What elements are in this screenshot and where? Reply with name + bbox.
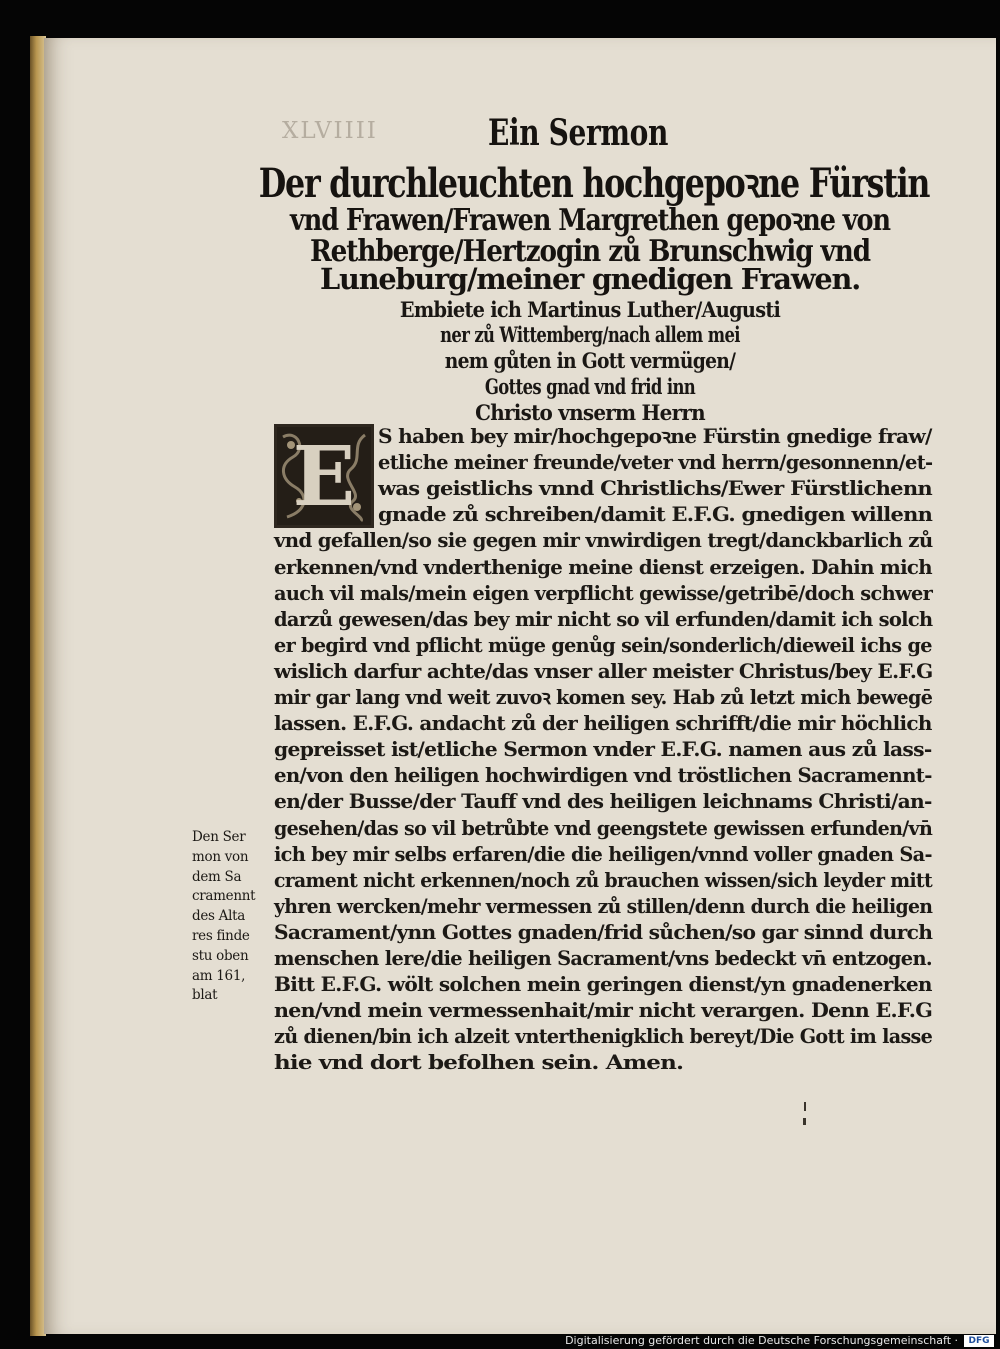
initial-glyph: E [292, 429, 356, 525]
body-line: nen/vnd mein vermessenhait/mir nicht verargen. Denn E.F.G [274, 998, 933, 1023]
marginal-note-line: blat [192, 987, 218, 1004]
body-line: gepreisset ist/etliche Sermon vnder E.F.G. namen aus zů lass- [274, 737, 932, 762]
ink-speck [804, 1102, 806, 1111]
body-line: auch vil mals/mein eigen verpflicht gewisse/getribē/doch schwer [274, 580, 933, 605]
body-line: etliche meiner freunde/veter vnd herrn/gesonnenn/et- [378, 450, 933, 475]
body-line: wislich darfur achte/das vnser aller meister Christus/bey E.F.G [274, 658, 933, 683]
title-line-1: Ein Sermon [488, 112, 668, 154]
title-line-3: vnd Frawen/Frawen Margrethen gepoꝛne von [289, 203, 891, 238]
ink-speck [803, 1118, 806, 1125]
marginal-note-line: des Alta [192, 908, 245, 925]
greeting-line-5: Christo vnserm Herrn [475, 400, 705, 425]
greeting-line-2: ner zů Wittemberg/nach allem mei [440, 322, 740, 347]
title-line-5: Luneburg/meiner gnedigen Frawen. [319, 262, 861, 296]
title-line-2: Der durchleuchten hochgepoꝛne Fürstin [258, 160, 930, 207]
body-line: mir gar lang vnd weit zuvoꝛ komen sey. Hab zů letzt mich bewegē [274, 685, 933, 709]
marginal-note-line: am 161, [192, 967, 246, 984]
body-line: darzů gewesen/das bey mir nicht so vil erfunden/damit ich solch [274, 606, 933, 631]
dfg-logo-icon: DFG [964, 1335, 994, 1347]
body-line: zů dienen/bin ich alzeit vnterthenigklich bereyt/Die Gott im lasse [274, 1024, 933, 1049]
marginal-note [192, 828, 274, 1006]
body-line: lassen. E.F.G. andacht zů der heiligen schrifft/die mir höchlich [274, 711, 932, 736]
body-line: gesehen/das so vil betrůbte vnd geengstete gewissen erfunden/vn̄ [274, 815, 933, 840]
funding-notice: Digitalisierung gefördert durch die Deutsche Forschungsgemeinschaft · [565, 1334, 958, 1347]
footer-bar [0, 1334, 1000, 1349]
greeting-line-4: Gottes gnad vnd frid inn [484, 374, 696, 399]
greeting-line-3: nem gůten in Gott vermügen/ [444, 348, 736, 373]
marginal-note-line: cramennt [192, 888, 256, 905]
body-line: er begird vnd pflicht müge genůg sein/sonderlich/dieweil ichs ge [274, 632, 932, 657]
body-line: was geistlichs vnnd Christlichs/Ewer Fürstlichenn [378, 476, 932, 501]
greeting-line-1: Embiete ich Martinus Luther/Augusti [399, 297, 781, 322]
body-line: en/der Busse/der Tauff vnd des heiligen leichnams Christi/an- [274, 789, 932, 814]
body-line: hie vnd dort befolhen sein. Amen. [274, 1050, 684, 1075]
body-line: en/von den heiligen hochwirdigen vnd tröstlichen Sacramennt- [274, 763, 932, 788]
marginal-note-line: res finde [192, 927, 250, 944]
body-line: gnade zů schreiben/damit E.F.G. gnedigen willenn [378, 502, 933, 527]
marginal-note-line: mon von [192, 848, 249, 865]
title-line-4: Rethberge/Hertzogin zů Brunschwig vnd [309, 234, 871, 269]
body-line: Sacrament/ynn Gottes gnaden/frid sůchen/so gar sinnd durch [274, 919, 933, 944]
decorated-initial [274, 424, 374, 528]
body-line: Bitt E.F.G. wölt solchen mein geringen dienst/yn gnadenerken [274, 972, 932, 997]
marginal-note-line: dem Sa [192, 868, 242, 885]
marginal-note-line: Den Ser [192, 829, 246, 845]
body-line: vnd gefallen/so sie gegen mir vnwirdigen tregt/danckbarlich zů [274, 528, 933, 553]
bleed-through-page-number: XLVIIII [282, 118, 378, 144]
body-line: ich bey mir selbs erfaren/die die heiligen/vnnd voller gnaden Sa- [274, 841, 932, 866]
body-line: yhren wercken/mehr vermessen zů stillen/denn durch die heiligen [274, 893, 933, 918]
body-line: menschen lere/die heiligen Sacrament/vns bedeckt vn̄ entzogen. [274, 946, 932, 970]
body-line: erkennen/vnd vnderthenige meine dienst erzeigen. Dahin mich [274, 554, 932, 579]
body-line: S haben bey mir/hochgepoꝛne Fürstin gnedige fraw/ [378, 424, 932, 448]
body-line: crament nicht erkennen/noch zů brauchen wissen/sich leyder mitt [274, 867, 932, 892]
marginal-note-line: stu oben [192, 947, 249, 964]
